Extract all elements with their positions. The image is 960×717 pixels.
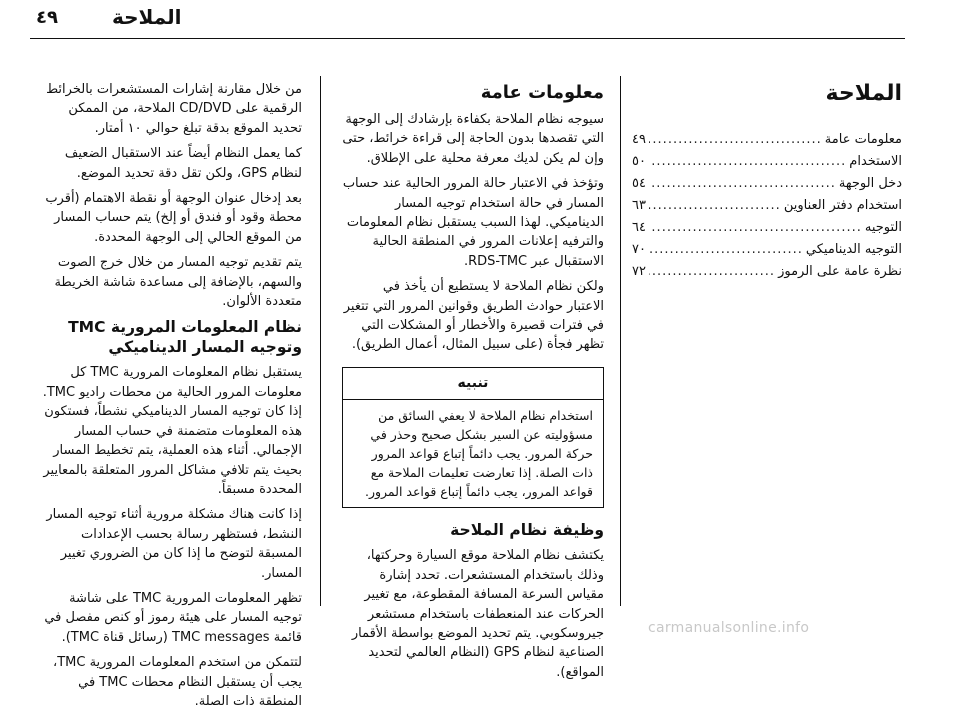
paragraph: بعد إدخال عنوان الوجهة أو نقطة الاهتمام (أقرب محطة وقود أو فندق أو إلخ) يتم حساب المسار من الموقع الحالي إلى الوجهة المحددة.	[45, 191, 302, 245]
paragraph: لتتمكن من استخدم المعلومات المرورية TMC، يجب أن يستقبل النظام محطات TMC في المنطقة ذات الصلة.	[53, 655, 302, 709]
toc-title: الملاحة	[825, 81, 902, 106]
section-heading-function: وظيفة نظام الملاحة	[450, 521, 604, 540]
toc-item-page: ٥٤	[632, 176, 646, 191]
toc-leader	[649, 262, 775, 281]
toc-item-label: معلومات عامة	[824, 132, 902, 147]
column-divider-right	[620, 76, 621, 606]
column-divider-left	[320, 76, 321, 606]
toc-item-label: دخل الوجهة	[838, 176, 902, 191]
paragraph: سيوجه نظام الملاحة بكفاءة بإرشادك إلى الوجهة التي تقصدها بدون الحاجة إلى قراءة خرائط، حتى وإن لم يكن لديك معرفة محلية على الإطلاق.	[342, 112, 604, 166]
toc-leader	[649, 218, 862, 237]
warning-text: استخدام نظام الملاحة لا يعفي السائق من مسؤوليته عن السير بشكل صحيح وحذر في حركة المرور. يجب دائماً إتباع قواعد المرور ذات الصلة. إذا تعارضت تعليمات الملاحة مع قواعد المرور، يجب دائماً إتباع قواعد المرور.	[364, 408, 593, 500]
header-title: الملاحة	[112, 5, 182, 29]
paragraph: كما يعمل النظام أيضاً عند الاستقبال الضعيف لنظام GPS، ولكن تقل دقة تحديد الموضع.	[64, 146, 302, 181]
toc-leader	[649, 196, 781, 215]
toc-item-label: نظرة عامة على الرموز	[778, 264, 902, 279]
paragraph: وتؤخذ في الاعتبار حالة المرور الحالية عند حساب المسار في حالة استخدام توجيه المسار الديناميكي. لهذا السبب يستقبل نظام المعلومات والترفيه إعلانات المرور في المنطقة الحالية الاستقبال عبر RDS-TMC.	[342, 176, 604, 269]
section-heading-general: معلومات عامة	[480, 82, 604, 103]
paragraph: يستقبل نظام المعلومات المرورية TMC كل معلومات المرور الحالية من محطات راديو TMC. إذا كان توجيه المسار الديناميكي نشطاً، فستكون هذه المعلومات متضمنة في حساب المسار الإجمالي. أثناء هذه العملية، يتم تخطيط المسار بحيث يتم تلافي مشاكل المرور المتعلقة بالمعايير المحددة مسبقاً.	[42, 365, 302, 497]
toc-item-label: التوجيه	[864, 220, 902, 235]
header-rule	[30, 38, 905, 39]
toc-item-page: ٤٩	[632, 132, 646, 147]
header-page-number: ٤٩	[36, 7, 58, 28]
paragraph: يتم تقديم توجيه المسار من خلال خرج الصوت والسهم، بالإضافة إلى مساعدة شاشة الخريطة متعددة الألوان.	[54, 255, 302, 310]
page-header	[0, 0, 960, 38]
toc-item[interactable]	[632, 196, 902, 218]
toc-leader	[649, 130, 822, 149]
toc-item-page: ٦٣	[632, 198, 646, 213]
toc-item-page: ٥٠	[632, 154, 646, 169]
paragraph: إذا كانت هناك مشكلة مرورية أثناء توجيه المسار النشط، فستظهر رسالة بحسب الإعدادات المسبقة لتوضح ما إذا كان من الضروري تغيير المسار.	[46, 507, 302, 581]
toc-item[interactable]	[632, 152, 902, 174]
toc-leader	[649, 174, 836, 193]
toc-item-label: استخدام دفتر العناوين	[783, 198, 902, 213]
toc-item[interactable]	[632, 130, 902, 152]
warning-box	[342, 367, 604, 508]
toc-item[interactable]	[632, 240, 902, 262]
toc-item[interactable]	[632, 262, 902, 284]
watermark: carmanualsonline.info	[648, 620, 810, 636]
warning-title: تنبيه	[343, 368, 603, 400]
paragraph: من خلال مقارنة إشارات المستشعرات بالخرائط الرقمية على CD/DVD الملاحة، من الممكن تحديد الموقع بدقة تبلغ حوالي ١٠ أمتار.	[46, 82, 302, 136]
toc-item[interactable]	[632, 218, 902, 240]
paragraph: يكتشف نظام الملاحة موقع السيارة وحركتها، وذلك باستخدام المستشعرات. تحدد إشارة مقياس السرعة المسافة المقطوعة، مع تغيير الحركات عند المنعطفات باستخدام مستشعر جيروسكوبي. يتم تحديد الموضع بواسطة الأقمار الصناعية لنظام GPS (النظام العالمي لتحديد المواقع).	[351, 548, 604, 680]
paragraph: تظهر المعلومات المرورية TMC على شاشة توجيه المسار على هيئة رموز أو كنص مفصل في قائمة TMC messages (رسائل قناة TMC).	[44, 590, 302, 645]
toc-item-page: ٦٤	[632, 220, 646, 235]
toc-item-page: ٧٠	[632, 242, 646, 257]
left-column	[36, 80, 302, 717]
toc-item-label: التوجيه الديناميكي	[805, 242, 902, 257]
toc-item-label: الاستخدام	[849, 154, 902, 169]
toc-column	[632, 80, 902, 284]
toc-leader	[649, 152, 846, 171]
paragraph: ولكن نظام الملاحة لا يستطيع أن يأخذ في الاعتبار حوادث الطريق وقوانين المرور التي تتغير في فترات قصيرة والأخطار أو المشكلات التي تظهر فجأة (على سبيل المثال، أعمال الطريق).	[343, 279, 604, 353]
toc-leader	[649, 240, 803, 259]
middle-column	[342, 80, 604, 688]
toc-item[interactable]	[632, 174, 902, 196]
section-heading-tmc: نظام المعلومات المرورية TMC وتوجيه المسار الديناميكي	[68, 318, 302, 357]
toc-item-page: ٧٢	[632, 264, 646, 279]
